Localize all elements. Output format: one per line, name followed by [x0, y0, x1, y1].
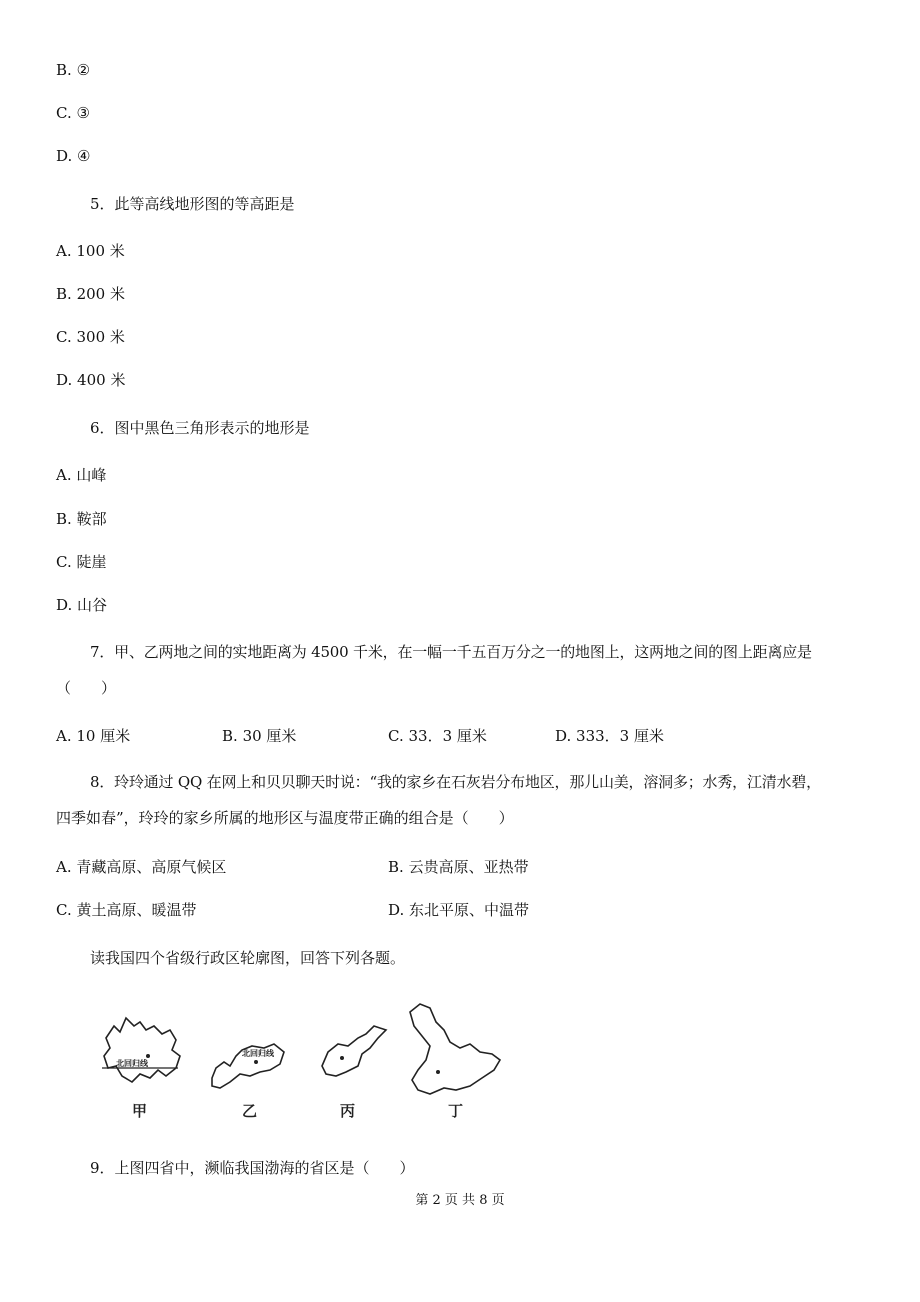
q5-option-b — [56, 284, 125, 304]
option-text: 333．3 厘米 — [576, 727, 664, 745]
q6-option-d — [56, 595, 107, 615]
option-text: ③ — [76, 104, 90, 122]
option-letter: C. — [56, 901, 72, 919]
capital-dot-yi — [254, 1060, 258, 1064]
q5-option-a — [56, 241, 125, 261]
province-outlines-svg — [96, 996, 516, 1126]
option-letter: C. — [56, 104, 72, 122]
capital-dot-ding — [436, 1070, 440, 1074]
option-letter: D. — [56, 596, 73, 614]
option-letter: C. — [388, 727, 404, 745]
option-text: 鞍部 — [76, 510, 107, 528]
province-label-jia: 甲 — [132, 1102, 148, 1120]
option-text: ② — [76, 61, 91, 79]
option-letter: A. — [56, 727, 72, 745]
page-footer: 第 2 页 共 8 页 — [415, 1193, 505, 1208]
option-text: 云贵高原、亚热带 — [408, 858, 529, 876]
q7-option-a — [56, 726, 130, 746]
option-text: 黄土高原、暖温带 — [76, 901, 197, 919]
q5-option-c — [56, 327, 125, 347]
province-bing-outline — [322, 1026, 386, 1076]
q4-option-c — [56, 103, 90, 123]
option-letter: D. — [388, 901, 405, 919]
reading-instruction: 读我国四个省级行政区轮廓图，回答下列各题。 — [90, 949, 406, 967]
option-text: 33．3 厘米 — [408, 727, 487, 745]
option-text: 100 米 — [76, 242, 125, 260]
capital-dot-jia — [146, 1054, 150, 1058]
q7-stem-line1: 7．甲、乙两地之间的实地距离为 4500 千米，在一幅一千五百万分之一的地图上，这两地之间的图上距离应是 — [90, 643, 812, 661]
q4-option-d — [56, 146, 91, 166]
q6-option-b — [56, 509, 107, 529]
option-letter: D. — [56, 147, 73, 165]
province-label-bing: 丙 — [340, 1102, 356, 1120]
option-text: 青藏高原、高原气候区 — [76, 858, 227, 876]
option-text: 山峰 — [76, 466, 107, 484]
option-text: 400 米 — [77, 371, 126, 389]
q7-option-c — [388, 726, 487, 746]
province-jia-outline — [104, 1018, 180, 1082]
q8-stem-line1: 8．玲玲通过 QQ 在网上和贝贝聊天时说：“我的家乡在石灰岩分布地区，那儿山美，溶洞多；水秀，江清水碧， — [90, 773, 821, 791]
province-outline-figure — [96, 996, 516, 1126]
option-letter: A. — [56, 242, 72, 260]
q5-stem: 5．此等高线地形图的等高距是 — [90, 195, 295, 213]
tropic-label-yi: 北回归线 — [242, 1049, 274, 1058]
option-text: 300 米 — [76, 328, 125, 346]
q7-option-b — [222, 726, 296, 746]
option-letter: B. — [56, 61, 72, 79]
q6-stem: 6．图中黑色三角形表示的地形是 — [90, 419, 310, 437]
option-text: 东北平原、中温带 — [409, 901, 530, 919]
option-letter: D. — [555, 727, 572, 745]
province-ding-outline — [410, 1004, 500, 1094]
tropic-label-jia: 北回归线 — [116, 1059, 148, 1068]
option-letter: B. — [56, 510, 72, 528]
q8-option-a — [56, 857, 226, 877]
q9-stem: 9．上图四省中，濒临我国渤海的省区是（ ） — [90, 1159, 415, 1177]
option-text: ④ — [77, 147, 91, 165]
option-letter: B. — [388, 858, 404, 876]
q8-option-b — [388, 857, 529, 877]
province-label-yi: 乙 — [242, 1102, 258, 1120]
q7-stem-line2: （ ） — [56, 679, 117, 697]
option-text: 陡崖 — [76, 553, 107, 571]
q8-option-c — [56, 900, 197, 920]
option-letter: D. — [56, 371, 73, 389]
q6-option-c — [56, 552, 107, 572]
q4-option-b — [56, 60, 90, 80]
province-label-ding: 丁 — [448, 1102, 464, 1120]
option-letter: B. — [222, 727, 238, 745]
q7-option-d — [555, 726, 664, 746]
option-text: 200 米 — [76, 285, 125, 303]
option-text: 10 厘米 — [76, 727, 131, 745]
option-text: 30 厘米 — [242, 727, 297, 745]
q5-option-d — [56, 370, 125, 390]
option-text: 山谷 — [77, 596, 108, 614]
option-letter: A. — [56, 466, 72, 484]
option-letter: B. — [56, 285, 72, 303]
q8-option-d — [388, 900, 529, 920]
option-letter: C. — [56, 553, 72, 571]
option-letter: A. — [56, 858, 72, 876]
q8-stem-line2: 四季如春”，玲玲的家乡所属的地形区与温度带正确的组合是（ ） — [56, 809, 514, 827]
option-letter: C. — [56, 328, 72, 346]
capital-dot-bing — [340, 1056, 344, 1060]
q6-option-a — [56, 465, 106, 485]
